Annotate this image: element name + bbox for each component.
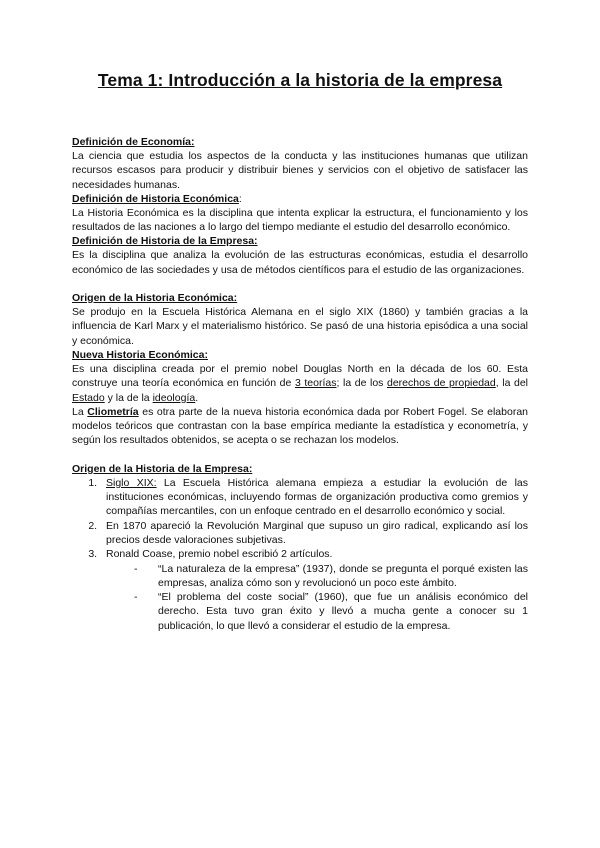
underlined-term: ideología (152, 391, 196, 404)
text-run: Es una disciplina creada por el premio nobel Douglas North en la década de los 60. Esta construye una teoría económica en función de (72, 362, 528, 390)
list-item (100, 547, 528, 633)
text-run: . (195, 391, 199, 404)
heading-definicion-economia: Definición de Economía: (72, 136, 195, 148)
paragraph-nueva-historia-economica (72, 362, 528, 405)
text-run: ; la de los (336, 377, 387, 390)
sub-list-item: - “El problema del coste social” (1960), que fue un análisis económico del derecho. Esta tuvo gran éxito y llevó a mucha gente a conocer su 1 publicación, lo que llevó a considerar el estudio de la empresa. (146, 590, 528, 633)
paragraph-cliometria (72, 405, 528, 448)
list-item (100, 519, 528, 548)
paragraph-definicion-economia: La ciencia que estudia los aspectos de la conducta y las instituciones humanas que utilizan recursos escasos para producir y distribuir bienes y servicios con el objetivo de satisfacer las necesidades humanas. (72, 150, 528, 191)
text-run: y la de la (104, 391, 153, 404)
heading-origen-historia-economica: Origen de la Historia Económica: (72, 292, 238, 305)
heading-definicion-historia-empresa: Definición de Historia de la Empresa: (72, 235, 258, 248)
heading-origen-historia-empresa: Origen de la Historia de la Empresa: (72, 462, 253, 475)
heading-definicion-historia-economica (72, 192, 528, 206)
page-title: Tema 1: Introducción a la historia de la empresa (97, 70, 503, 90)
sub-list-item: - “La naturaleza de la empresa” (1937), donde se pregunta el porqué existen las empresas, analiza cómo son y revolucionó un poco este ámbito. (146, 562, 528, 591)
heading-colon: : (238, 192, 242, 205)
paragraph-definicion-historia-empresa: Es la disciplina que analiza la evolución de las estructuras económicas, estudia el desarrollo económico de las sociedades y usa de métodos científicos para el estudio de las organizaciones. (72, 249, 528, 276)
bold-term-cliometria: Cliometría (87, 405, 139, 418)
document-page (72, 70, 528, 633)
sub-list (106, 562, 528, 633)
text-run: La (72, 405, 88, 418)
heading-nueva-historia-economica: Nueva Historia Económica: (72, 348, 208, 361)
list-item (100, 476, 528, 519)
list-item-text: En 1870 apareció la Revolución Marginal que supuso un giro radical, explicando así los precios desde valoraciones subjetivas. (106, 519, 528, 546)
paragraph-definicion-historia-economica: La Historia Económica es la disciplina que intenta explicar la estructura, el funcionamiento y los resultados de las naciones a lo largo del tiempo mediante el estudio del desarrollo económico. (72, 206, 528, 234)
list-item-text: La Escuela Histórica alemana empieza a estudiar la evolución de las instituciones económicas, incluyendo formas de organización productiva como gremios y compañías mercantiles, con un enfoque centrado en el desarrollo económico y social. (106, 476, 529, 518)
heading-text: Definición de Historia Económica (72, 192, 239, 205)
list-item-text: Ronald Coase, premio nobel escribió 2 artículos. (106, 548, 333, 561)
underlined-term: Estado (72, 391, 105, 404)
paragraph-origen-historia-economica: Se produjo en la Escuela Histórica Alemana en el siglo XIX (1860) y también gracias a la influencia de Karl Marx y el materialismo histórico. Se pasó de una historia episódica a una social y económica. (72, 306, 528, 347)
numbered-list (72, 476, 528, 633)
underlined-term: derechos de propiedad (387, 377, 496, 390)
text-run: es otra parte de la nueva historia económica dada por Robert Fogel. Se elaboran modelos teóricos que contrastan con la base empírica mediante la estadística y econometría, y según los resultados obtenidos, se acepta o se rechazan los modelos. (72, 405, 529, 447)
underlined-term: Siglo XIX: (106, 476, 157, 489)
underlined-term: 3 teorías (294, 377, 337, 390)
text-run: , la del (495, 377, 529, 390)
